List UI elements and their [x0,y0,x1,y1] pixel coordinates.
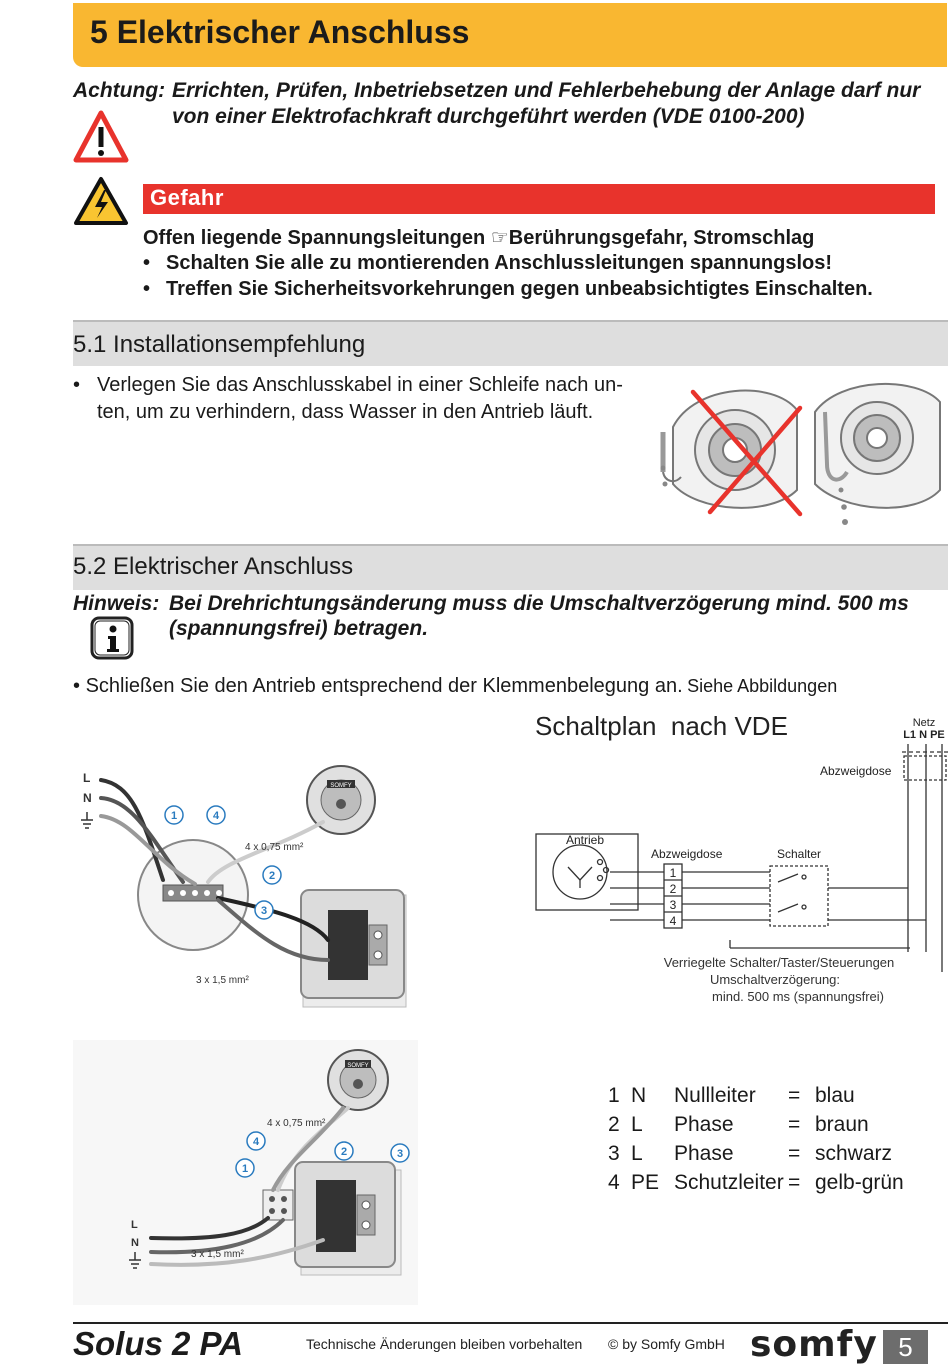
callout-3a: 3 [260,905,268,917]
wire-label-N-1: N [83,791,92,805]
cable-label-4x075-1: 4 x 0,75 mm² [245,842,304,853]
danger-bar [143,184,935,214]
wire-color: schwarz [815,1142,893,1165]
footer-copyright: © by Somfy GmbH [608,1336,725,1352]
connection-instruction-main: • Schließen Sie den Antrieb entsprechend der Klemmenbelegung an. [73,675,683,697]
wire-color: gelb-grün [815,1171,904,1194]
wiring-illustration-1 [73,760,418,1015]
wire-eq: = [788,1142,801,1165]
schematic-terminal-1: 1 [669,866,677,880]
wire-name: Nullleiter [674,1084,756,1107]
wiring-schematic [530,712,950,1012]
schematic-note-1: Verriegelte Schalter/Taster/Steuerungen [663,955,895,970]
danger-intro [143,225,814,251]
wiring-illustration-2 [73,1040,418,1305]
hinweis-label: Hinweis: [73,592,160,615]
ground-icon-1 [81,812,93,828]
page-number: 5 [883,1330,928,1364]
cable-label-4x075-2: 4 x 0,75 mm² [267,1118,326,1129]
schematic-abzweigdose-top: Abzweigdose [820,764,892,778]
info-icon [90,616,134,660]
wire-name: Schutzleiter [674,1171,784,1194]
achtung-label: Achtung: [73,79,166,102]
cable-label-3x15-2: 3 x 1,5 mm² [191,1249,244,1260]
danger-intro-consequence: Berührungsgefahr, Stromschlag [508,227,815,249]
schematic-terminal-3: 3 [669,898,677,912]
wire-eq: = [788,1113,801,1136]
wire-name: Phase [674,1113,734,1136]
wire-color: blau [815,1084,855,1107]
wire-table-row [608,1113,928,1142]
connection-instruction [73,673,837,700]
connection-instruction-reference: Siehe Abbildungen [687,676,838,696]
callout-4b: 4 [252,1136,260,1148]
achtung-line-1: Errichten, Prüfen, Inbetriebsetzen und Fehlerbehebung der Anlage darf nur [172,79,921,102]
wire-num: 4 [608,1171,620,1194]
callout-3b: 3 [396,1148,404,1160]
footer-product: Solus 2 PA [73,1325,243,1362]
footer-notice: Technische Änderungen bleiben vorbehalten [306,1336,583,1352]
danger-bullet-dot-1: • [143,252,151,274]
schematic-schalter: Schalter [777,847,822,861]
section-5-2-title: 5.2 Elektrischer Anschluss [73,553,354,580]
brand-label-2: SOMFY [347,1063,369,1069]
section-5-1-line-2: ten, um zu verhindern, dass Wasser in den Antrieb läuft. [97,401,594,423]
danger-bullet-1: Schalten Sie alle zu montierenden Anschlussleitungen spannungslos! [166,252,833,274]
wire-name: Phase [674,1142,734,1165]
section-5-1-bullet-dot: • [73,374,81,396]
brand-label-1: SOMFY [330,783,352,789]
hinweis-line-2: (spannungsfrei) betragen. [169,617,429,640]
schematic-terminal-4: 4 [669,914,677,928]
callout-4a: 4 [212,810,220,822]
high-voltage-icon [73,176,129,226]
callout-1b: 1 [241,1163,249,1175]
wire-label-N-2: N [131,1237,139,1249]
wire-table-row [608,1084,928,1113]
cable-label-3x15-1: 3 x 1,5 mm² [196,975,249,986]
chapter-title: 5 Elektrischer Anschluss [90,14,470,50]
wire-color: braun [815,1113,869,1136]
danger-bullet-dot-2: • [143,278,151,300]
warning-triangle-icon [73,110,129,164]
connection-instruction-text: Schließen Sie den Antrieb entsprechend der Klemmenbelegung an. [85,675,683,697]
schematic-netz-label: Netz [912,717,936,729]
schematic-note-2: Umschaltverzögerung: [709,972,841,987]
section-5-1-line-1: Verlegen Sie das Anschlusskabel in einer Schleife nach un- [97,374,623,396]
callout-2b: 2 [340,1146,348,1158]
wire-eq: = [788,1171,801,1194]
schematic-antrieb: Antrieb [566,833,605,847]
wire-code: PE [631,1171,660,1194]
wire-code: N [631,1084,647,1107]
schematic-terminal-2: 2 [669,882,677,896]
wire-color-table [608,1084,928,1200]
wire-num: 1 [608,1084,620,1107]
cable-loop-illustration [655,372,950,532]
callout-1a: 1 [170,810,178,822]
somfy-logo: somfy [750,1324,878,1365]
wire-num: 2 [608,1113,620,1136]
schematic-note-3: mind. 500 ms (spannungsfrei) [712,989,884,1004]
callout-2a: 2 [268,870,276,882]
correct-mount-drawing [815,384,940,508]
wire-label-L-2: L [131,1219,138,1231]
danger-bullet-2: Treffen Sie Sicherheitsvorkehrungen gegen unbeabsichtigtes Einschalten. [166,278,873,300]
wire-code: L [631,1142,643,1165]
wire-table-row [608,1171,928,1200]
wire-table-row [608,1142,928,1171]
schematic-title: Schaltplan nach VDE [535,711,788,741]
wire-code: L [631,1113,643,1136]
achtung-line-2: von einer Elektrofachkraft durchgeführt werden (VDE 0100-200) [172,105,805,128]
schematic-abzweigdose: Abzweigdose [651,847,723,861]
schematic-netz-lines: L1 N PE [903,729,945,741]
section-5-1-title: 5.1 Installationsempfehlung [73,331,366,358]
danger-intro-hazard: Offen liegende Spannungsleitungen [143,227,486,249]
wire-label-L-1: L [83,771,91,785]
hinweis-line-1: Bei Drehrichtungsänderung muss die Umschaltverzögerung mind. 500 ms [169,592,909,615]
wire-num: 3 [608,1142,620,1165]
pointing-hand-icon: ☞ [490,227,509,249]
wire-eq: = [788,1084,801,1107]
danger-label: Gefahr [150,185,224,210]
